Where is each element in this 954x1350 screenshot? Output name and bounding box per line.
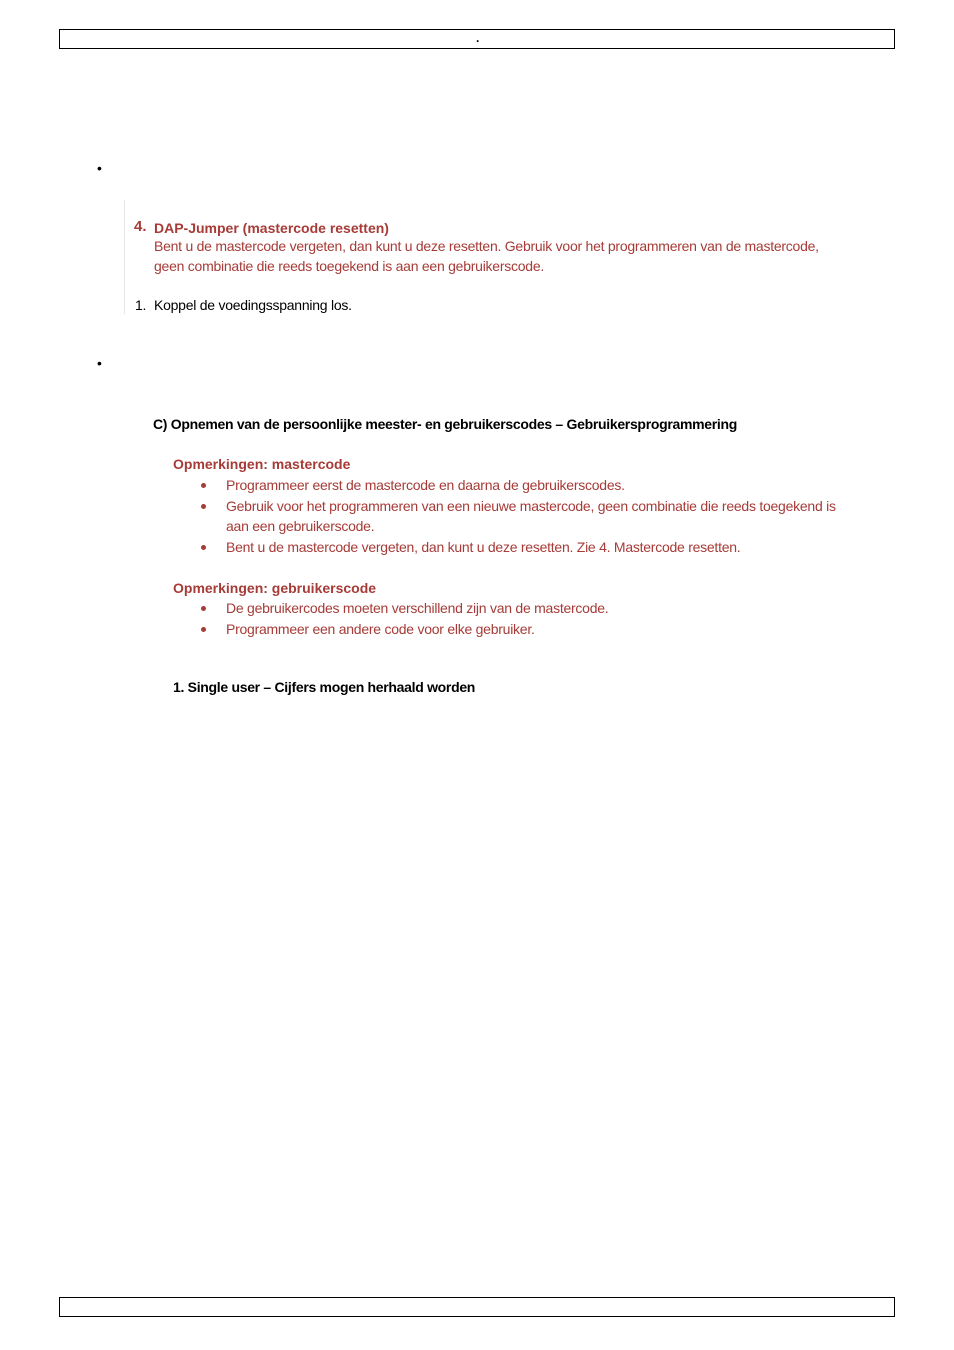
master-item-1: Programmeer eerst de mastercode en daarna de gebruikerscodes. (226, 477, 625, 493)
page-header (59, 29, 895, 49)
list-bullet (201, 545, 206, 550)
list-bullet (201, 606, 206, 611)
section-c-excerpt (140, 400, 900, 710)
bullet-1: • (97, 160, 102, 176)
section-4-excerpt (124, 200, 885, 314)
master-notes-title: Opmerkingen: mastercode (173, 456, 351, 472)
list-bullet (201, 504, 206, 509)
page-footer (59, 1297, 895, 1317)
user-notes-title: Opmerkingen: gebruikerscode (173, 580, 377, 596)
list-bullet (201, 483, 206, 488)
section-c-heading: C) Opnemen van de persoonlijke meester- en gebruikerscodes – Gebruikersprogrammering (153, 416, 737, 432)
user-item-2: Programmeer een andere code voor elke gebruiker. (226, 621, 535, 637)
single-user-heading: 1. Single user – Cijfers mogen herhaald worden (173, 679, 476, 695)
master-item-2: Gebruik voor het programmeren van een nieuwe mastercode, geen combinatie die reeds toegekend is (226, 498, 836, 514)
header-mark: . (476, 31, 480, 45)
user-item-1: De gebruikercodes moeten verschillend zijn van de mastercode. (226, 600, 609, 616)
bullet-2: • (97, 355, 102, 371)
section-4-line-2: geen combinatie die reeds toegekend is aan een gebruikerscode. (154, 258, 545, 274)
section-4-number: 4. (134, 218, 147, 235)
master-item-2-cont: aan een gebruikerscode. (226, 518, 375, 534)
master-item-3: Bent u de mastercode vergeten, dan kunt u deze resetten. Zie 4. Mastercode resetten. (226, 539, 741, 555)
section-4-title: DAP-Jumper (mastercode resetten) (154, 220, 389, 236)
section-4-line-1: Bent u de mastercode vergeten, dan kunt u deze resetten. Gebruik voor het programmeren van de mastercode, (154, 238, 819, 254)
list-bullet (201, 627, 206, 632)
step-number: 1. (135, 297, 147, 313)
step-text: Koppel de voedingsspanning los. (154, 297, 352, 313)
